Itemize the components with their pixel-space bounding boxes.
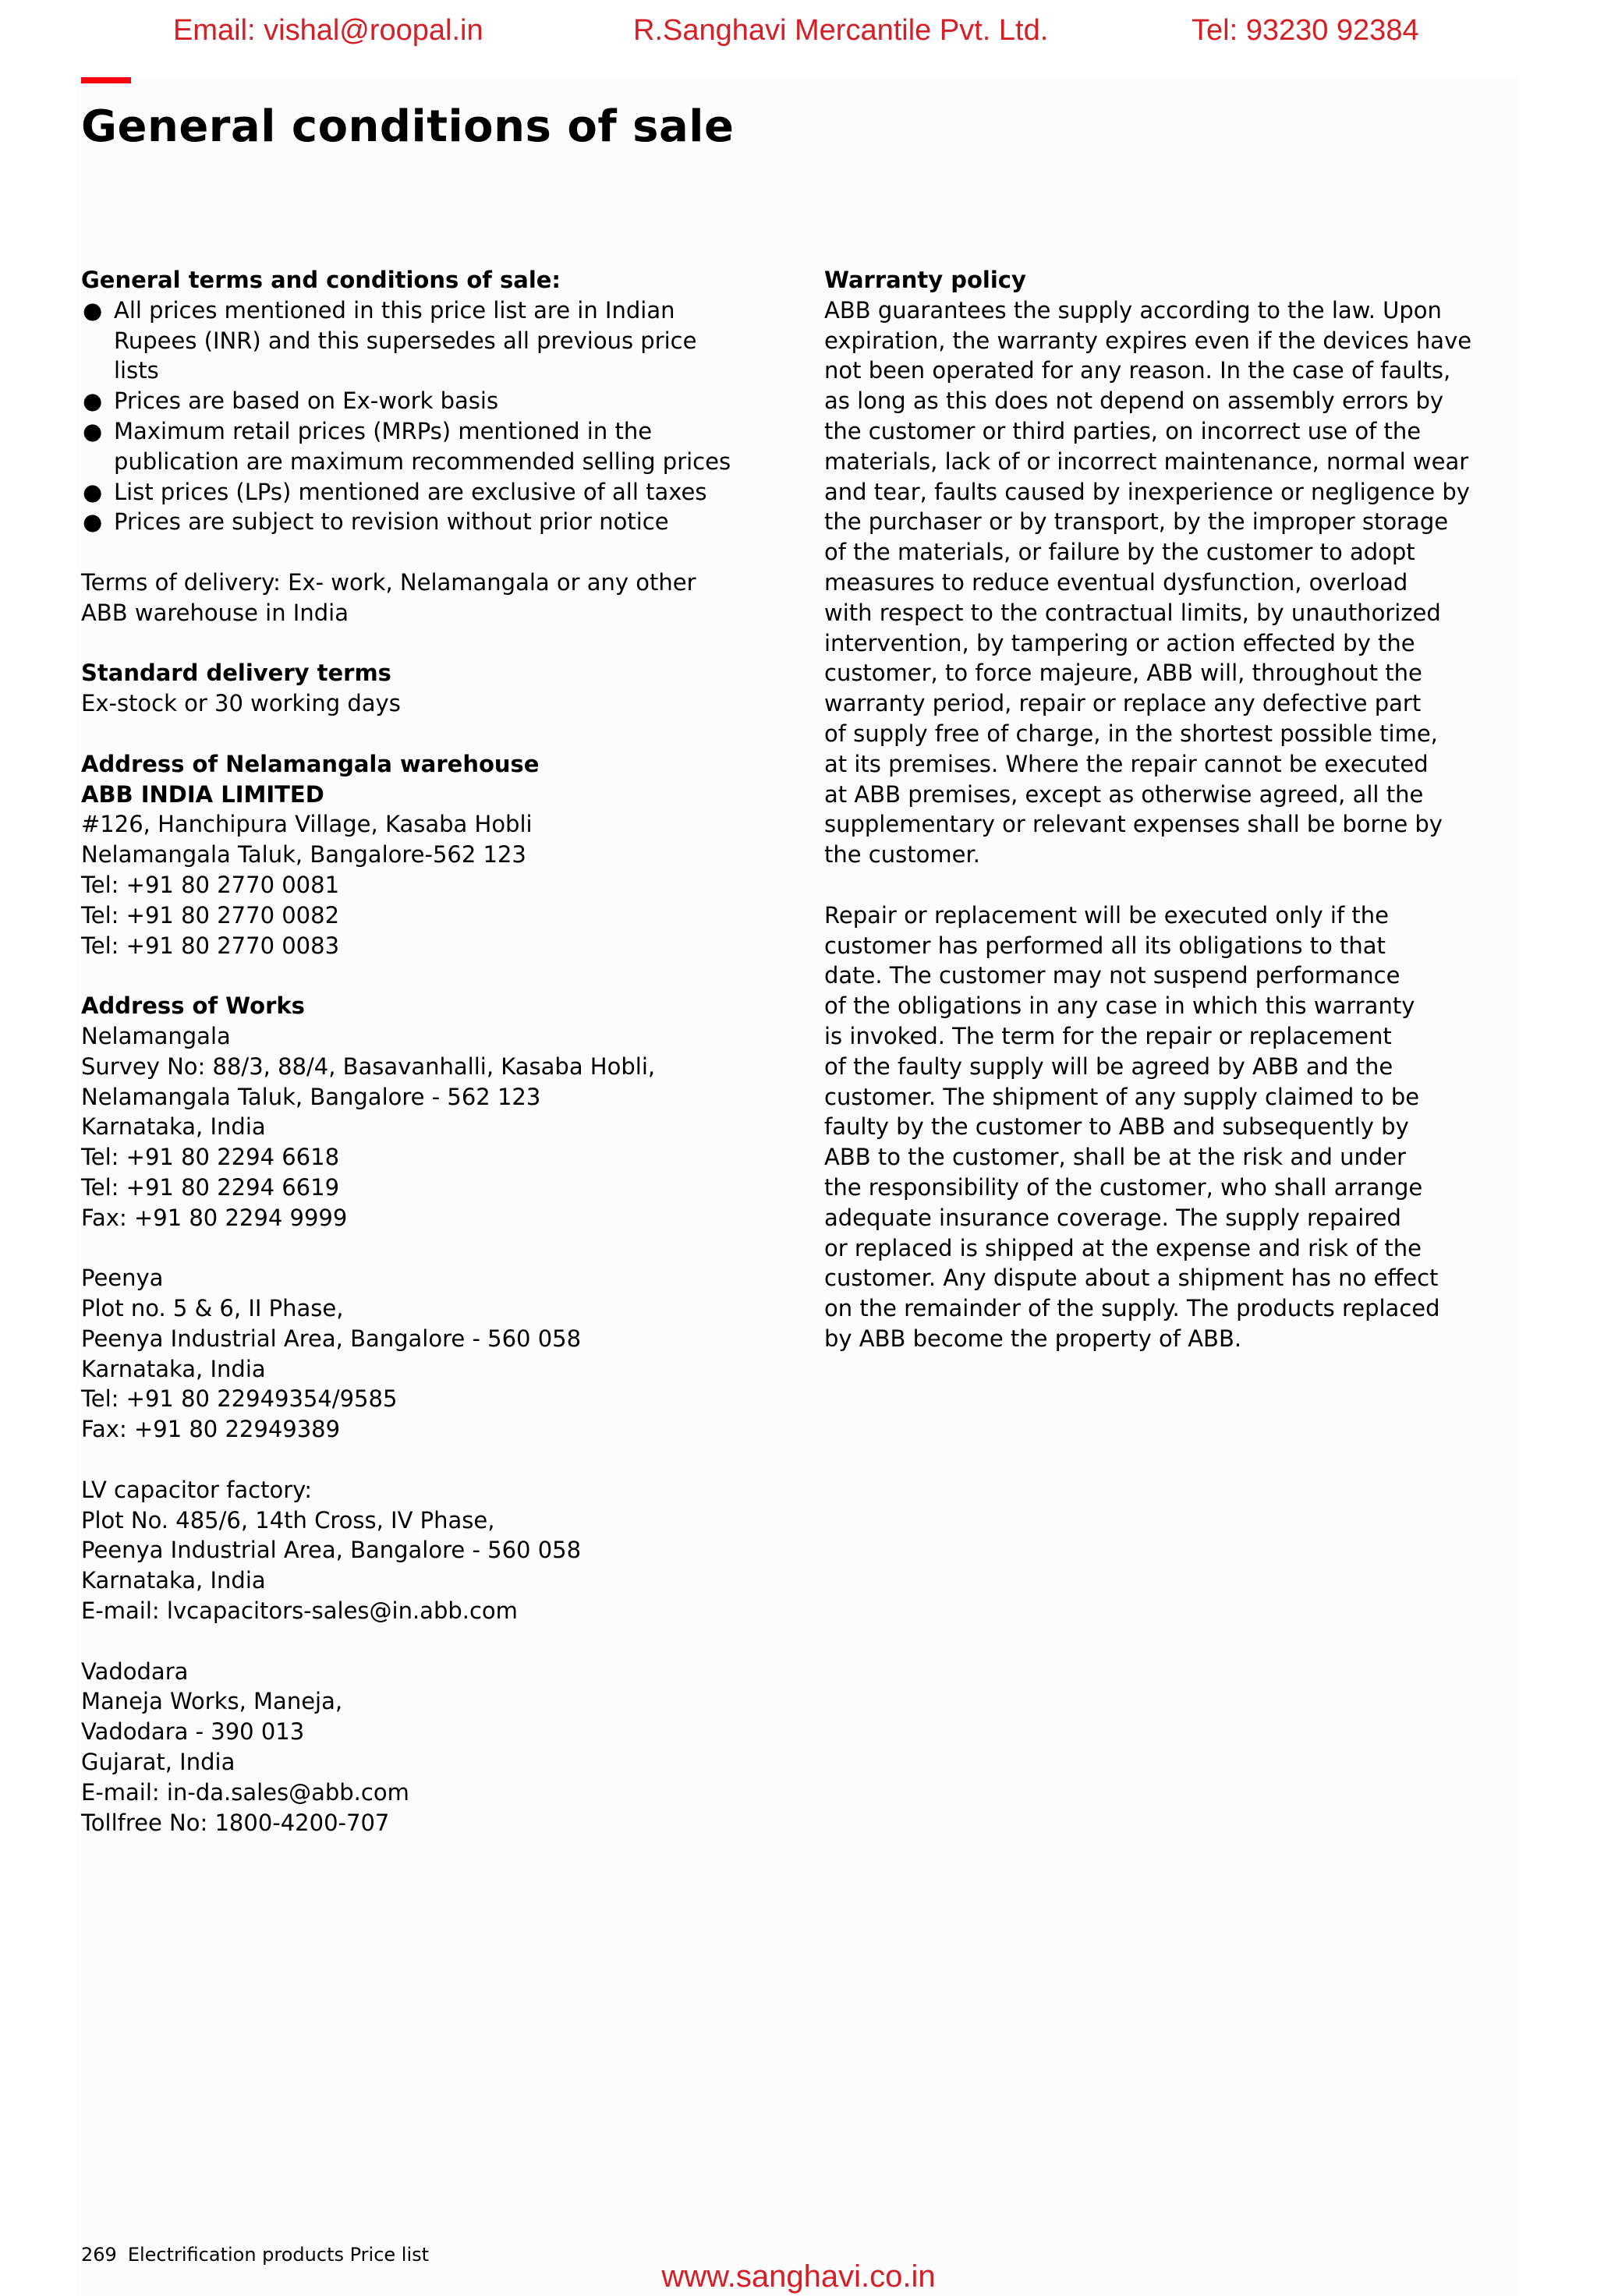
peenya-address [81,1263,798,1445]
standard-delivery-heading: Standard delivery terms [81,660,391,687]
delivery-terms-line: ABB warehouse in India [81,599,349,626]
paragraph-line: of the faulty supply will be agreed by ABB and the [824,1052,1393,1080]
address-line: Vadodara [81,1657,189,1685]
paragraph-line: materials, lack of or incorrect maintenance, normal wear [824,448,1469,475]
paragraph-line: of the materials, or failure by the customer to adopt [824,539,1415,566]
address-line: Karnataka, India [81,1567,266,1594]
address-line: Karnataka, India [81,1355,266,1382]
list-item-text: Maximum retail prices (MRPs) mentioned in the [114,417,653,444]
warehouse-address [81,749,798,961]
warranty-paragraph-1 [824,295,1526,870]
page-number: 269 [81,2244,117,2266]
warehouse-company: ABB INDIA LIMITED [81,780,324,808]
standard-delivery [81,658,798,719]
works-heading: Address of Works [81,992,305,1020]
list-item-text: publication are maximum recommended selling prices [114,448,731,475]
warranty-heading: Warranty policy [824,267,1026,293]
paragraph-line: adequate insurance coverage. The supply repaired [824,1204,1401,1231]
paragraph-line: customer. Any dispute about a shipment has no effect [824,1265,1439,1292]
paragraph-line: ABB to the customer, shall be at the risk and under [824,1144,1407,1171]
list-item [81,416,798,477]
phone-line: Tel: +91 80 2770 0083 [81,932,340,959]
warranty-paragraph-2 [824,900,1526,1354]
address-line: Peenya Industrial Area, Bangalore - 560 058 [81,1537,582,1564]
general-terms-heading: General terms and conditions of sale: [81,267,561,293]
paragraph-line: customer. The shipment of any supply claimed to be [824,1083,1420,1110]
paragraph-line: the responsibility of the customer, who shall arrange [824,1173,1423,1201]
contact-header [0,14,1597,61]
paragraph-line: by ABB become the property of ABB. [824,1325,1242,1352]
bullet-icon: ● [83,417,103,444]
paragraph-line: measures to reduce eventual dysfunction, overload [824,568,1408,596]
list-item-text: All prices mentioned in this price list are in Indian [114,296,675,324]
paragraph-line: at ABB premises, except as otherwise agreed, all the [824,780,1424,808]
fax-line: Fax: +91 80 22949389 [81,1416,341,1443]
paragraph-line: or replaced is shipped at the expense and risk of the [824,1234,1422,1261]
paragraph-line: as long as this does not depend on assembly errors by [824,387,1444,415]
email-line[interactable]: E-mail: lvcapacitors-sales@in.abb.com [81,1597,518,1625]
address-line: Plot no. 5 & 6, II Phase, [81,1295,344,1322]
document-title: Electrification products Price list [127,2244,430,2266]
address-line: Plot No. 485/6, 14th Cross, IV Phase, [81,1506,495,1534]
paragraph-line: customer, to force majeure, ABB will, throughout the [824,660,1422,687]
paragraph-line: supplementary or relevant expenses shall be borne by [824,811,1443,838]
list-item-text: Prices are subject to revision without prior notice [114,508,669,536]
address-line: #126, Hanchipura Village, Kasaba Hobli [81,811,533,838]
paragraph-line: at its premises. Where the repair cannot be executed [824,750,1429,777]
address-line: Survey No: 88/3, 88/4, Basavanhalli, Kasaba Hobli, [81,1052,656,1080]
address-line: Karnataka, India [81,1113,266,1141]
paragraph-line: warranty period, repair or replace any defective part [824,690,1422,717]
page-title: General conditions of sale [81,101,735,152]
phone-line: Tel: +91 80 2770 0082 [81,901,340,929]
header-tel[interactable]: Tel: 93230 92384 [1192,14,1419,47]
vadodara-address [81,1657,798,1838]
address-line: Gujarat, India [81,1749,235,1776]
list-item-text: lists [114,357,159,384]
left-column [81,265,798,1868]
paragraph-line: intervention, by tampering or action effected by the [824,629,1415,656]
delivery-terms [81,568,798,628]
paragraph-line: with respect to the contractual limits, by unauthorized [824,599,1441,626]
paragraph-line: of the obligations in any case in which this warranty [824,992,1415,1020]
delivery-terms-line: Terms of delivery: Ex- work, Nelamangala or any other [81,568,696,596]
fax-line: Fax: +91 80 2294 9999 [81,1204,348,1231]
paragraph-line: ABB guarantees the supply according to the law. Upon [824,296,1442,324]
warehouse-heading: Address of Nelamangala warehouse [81,750,540,777]
paragraph-line: the purchaser or by transport, by the improper storage [824,508,1449,536]
address-line: LV capacitor factory: [81,1476,312,1503]
paragraph-line: and tear, faults caused by inexperience or negligence by [824,478,1470,505]
works-address [81,991,798,1233]
website-link[interactable]: www.sanghavi.co.in [661,2259,936,2294]
list-item [81,507,798,537]
paragraph-line: customer has performed all its obligations to that [824,932,1386,959]
header-company: R.Sanghavi Mercantile Pvt. Ltd. [633,14,1049,47]
paragraph-line: Repair or replacement will be executed only if the [824,901,1389,929]
list-item [81,386,798,416]
list-item-text: Prices are based on Ex-work basis [114,387,499,415]
phone-line: Tel: +91 80 2294 6618 [81,1144,340,1171]
right-column [824,265,1526,1384]
bullet-icon: ● [83,508,103,536]
paragraph-line: is invoked. The term for the repair or replacement [824,1022,1392,1049]
paragraph-line: date. The customer may not suspend performance [824,962,1400,989]
paragraph-line: on the remainder of the supply. The products replaced [824,1295,1440,1322]
list-item [81,477,798,508]
address-line: Nelamangala Taluk, Bangalore-562 123 [81,841,526,869]
phone-line: Tel: +91 80 2294 6619 [81,1173,340,1201]
terms-list [81,295,798,537]
email-line[interactable]: E-mail: in-da.sales@abb.com [81,1778,409,1806]
address-line: Nelamangala Taluk, Bangalore - 562 123 [81,1083,541,1110]
bullet-icon: ● [83,478,103,505]
paragraph-line: faulty by the customer to ABB and subsequently by [824,1113,1409,1141]
standard-delivery-text: Ex-stock or 30 working days [81,690,401,717]
list-item-text: Rupees (INR) and this supersedes all previous price [114,327,697,354]
address-line: Peenya Industrial Area, Bangalore - 560 058 [81,1325,582,1352]
list-item [81,295,798,386]
paragraph-line: not been operated for any reason. In the case of faults, [824,357,1451,384]
paragraph-line: the customer or third parties, on incorrect use of the [824,417,1422,444]
paragraph-line: the customer. [824,841,980,869]
address-line: Nelamangala [81,1022,231,1049]
address-line: Maneja Works, Maneja, [81,1688,343,1715]
address-line: Peenya [81,1265,164,1292]
tollfree-line: Tollfree No: 1800-4200-707 [81,1809,390,1836]
phone-line: Tel: +91 80 2770 0081 [81,871,340,898]
lv-capacitor-address [81,1475,798,1626]
paragraph-line: of supply free of charge, in the shortest possible time, [824,720,1438,747]
bullet-icon: ● [83,296,103,324]
paragraph-line: expiration, the warranty expires even if the devices have [824,327,1472,354]
title-accent-bar [81,77,131,83]
bullet-icon: ● [83,387,103,415]
header-email[interactable]: Email: vishal@roopal.in [173,14,483,47]
list-item-text: List prices (LPs) mentioned are exclusive of all taxes [114,478,707,505]
address-line: Vadodara - 390 013 [81,1718,305,1746]
phone-line: Tel: +91 80 22949354/9585 [81,1385,398,1413]
